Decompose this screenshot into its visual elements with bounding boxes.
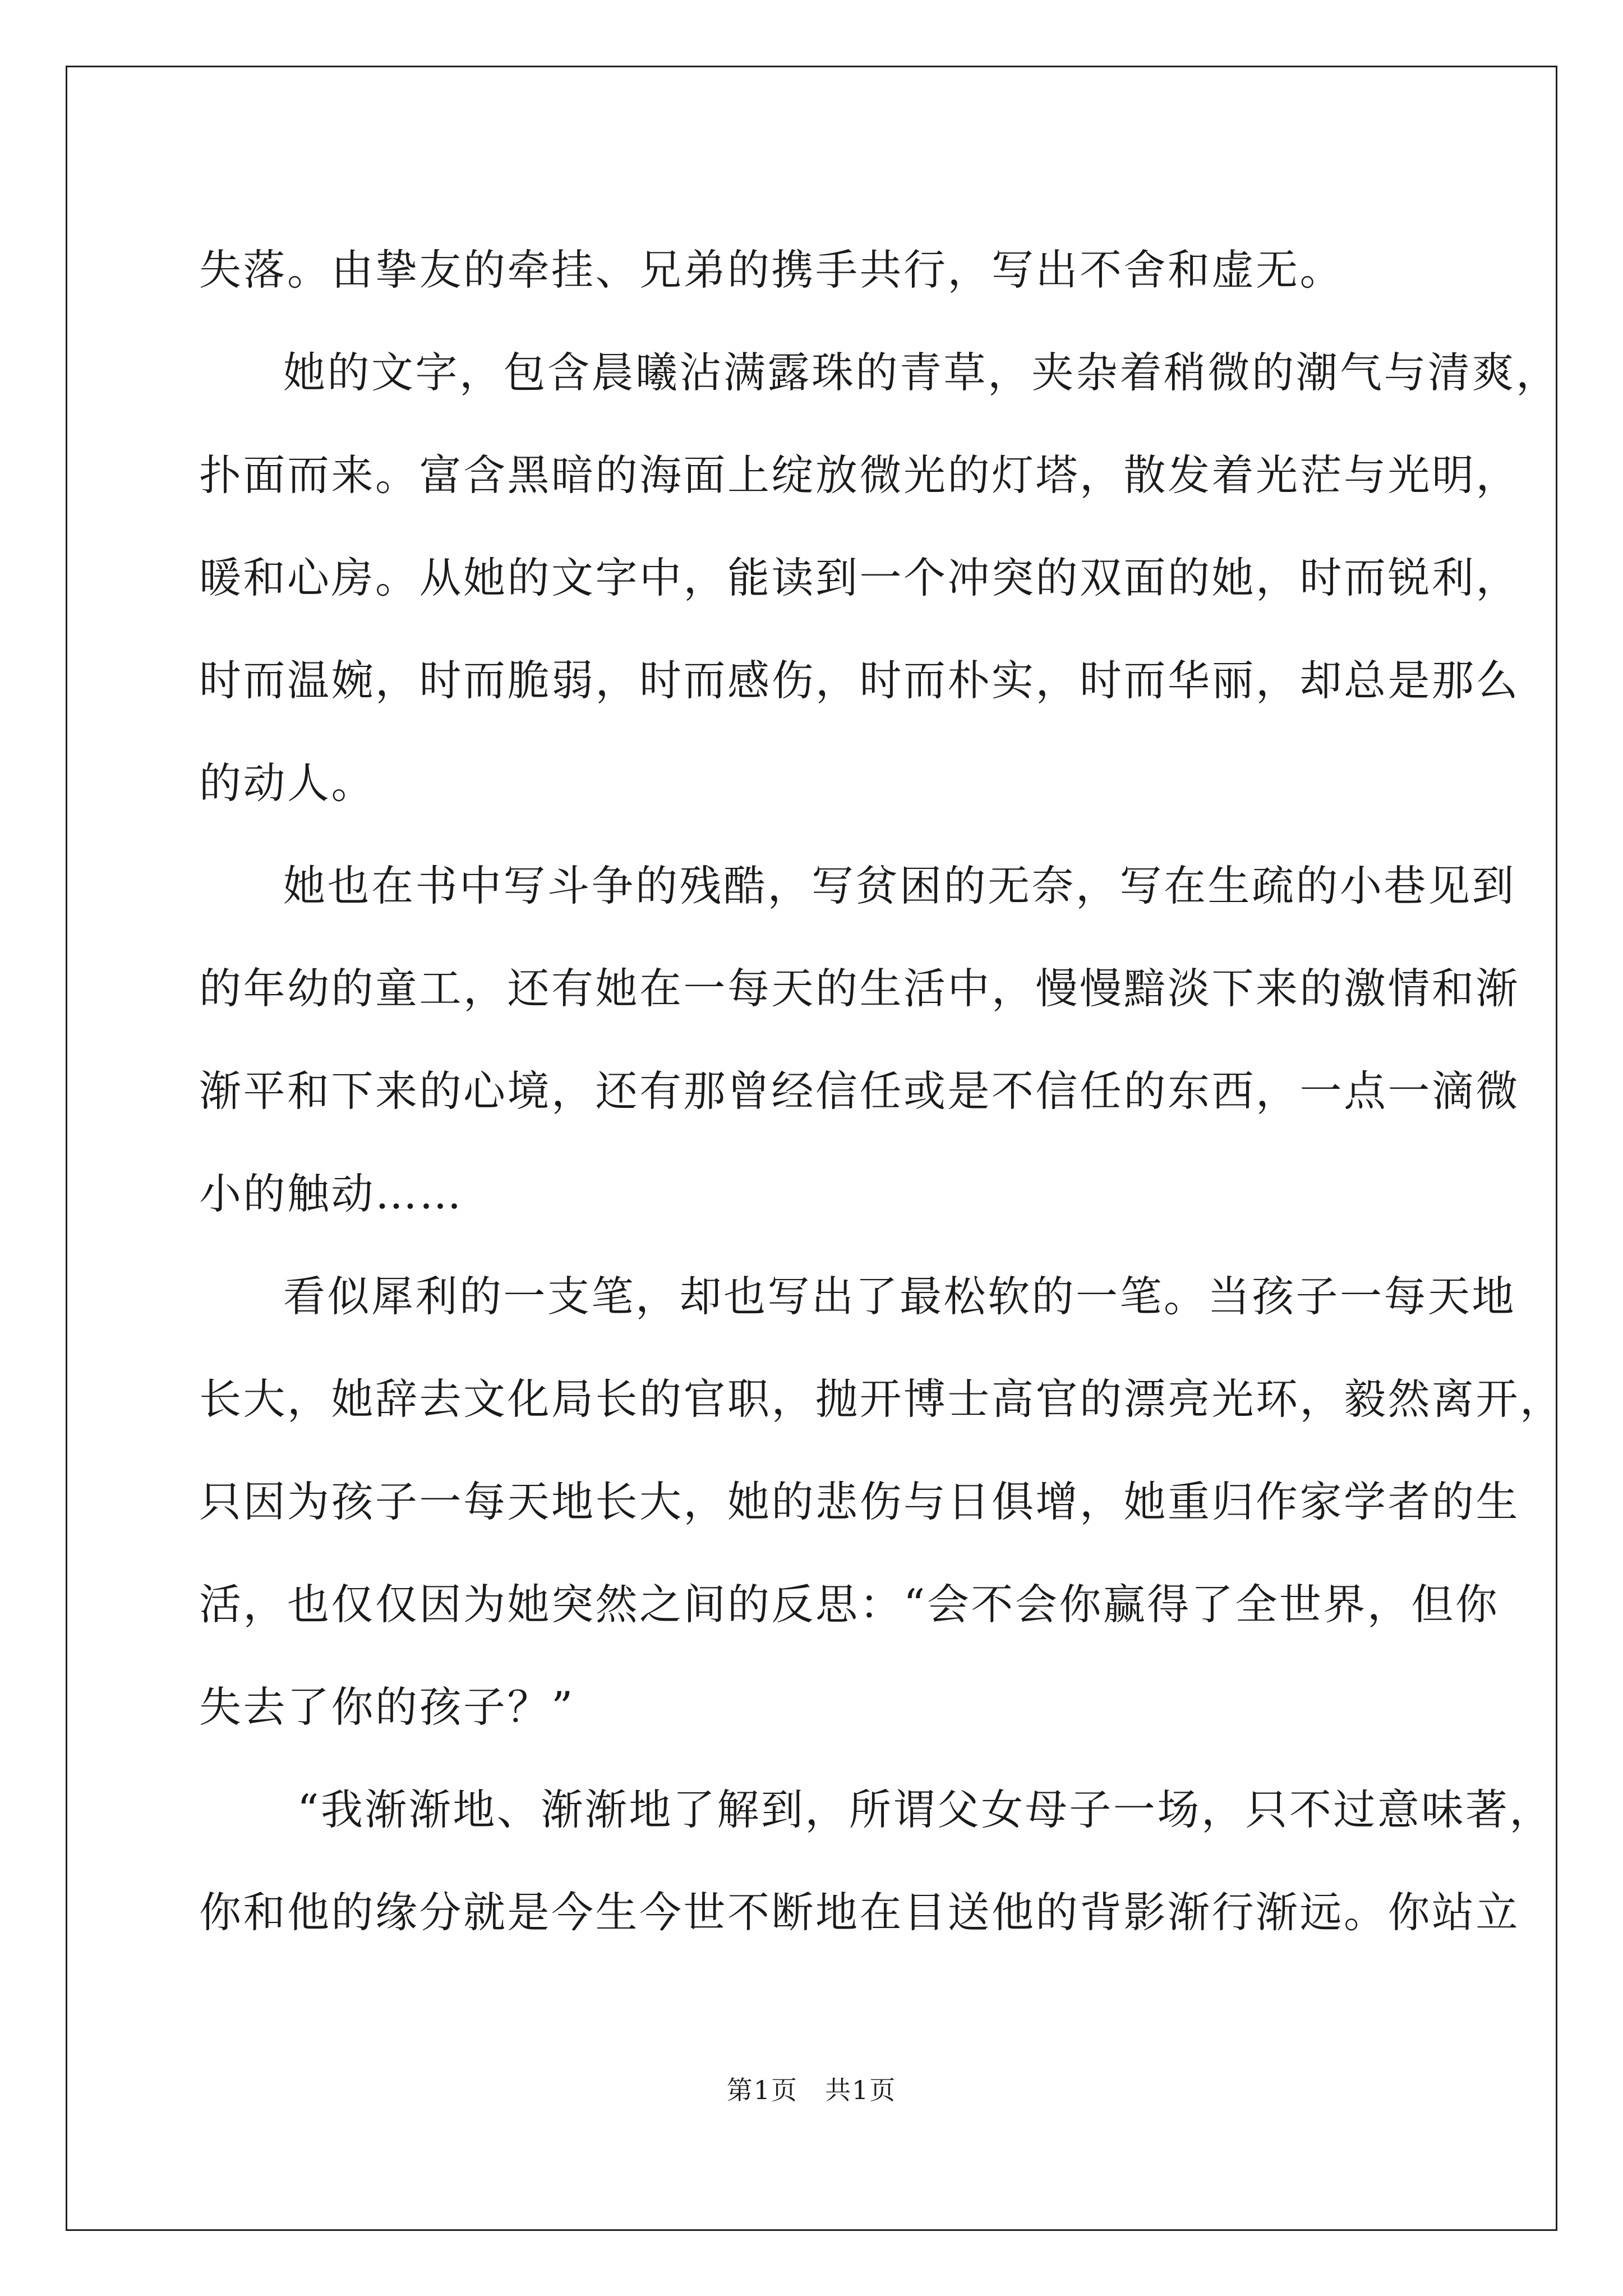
text-line: 失去了你的孩子？” [199, 1682, 575, 1732]
text-line: 活，也仅仅因为她突然之间的反思：“会不会你赢得了全世界，但你 [199, 1580, 1500, 1629]
text-line: 小的触动…… [199, 1169, 464, 1218]
document-body [199, 219, 1564, 1964]
text-line: 失落。由挚友的牵挂、兄弟的携手共行，写出不舍和虚无。 [199, 245, 1344, 295]
text-line: 你和他的缘分就是今生今世不断地在目送他的背影渐行渐远。你站立 [199, 1888, 1520, 1937]
text-line: 长大，她辞去文化局长的官职，抛开博士高官的漂亮光环，毅然离开， [199, 1374, 1564, 1424]
text-line: 她的文字，包含晨曦沾满露珠的青草，夹杂着稍微的潮气与清爽， [283, 348, 1560, 397]
text-line: 时而温婉，时而脆弱，时而感伤，时而朴实，时而华丽，却总是那么 [199, 656, 1520, 705]
text-line: 的动人。 [199, 758, 376, 808]
text-line: “我渐渐地、渐渐地了解到，所谓父女母子一场，只不过意味著， [297, 1785, 1553, 1834]
text-line: 的年幼的童工，还有她在一每天的生活中，慢慢黯淡下来的激情和渐 [199, 964, 1520, 1013]
text-line: 渐平和下来的心境，还有那曾经信任或是不信任的东西，一点一滴微 [199, 1066, 1520, 1116]
text-line: 只因为孩子一每天地长大，她的悲伤与日俱增，她重归作家学者的生 [199, 1477, 1520, 1526]
text-line: 看似犀利的一支笔，却也写出了最松软的一笔。当孩子一每天地 [283, 1272, 1516, 1321]
page-number-footer: 第1页 共1页 [726, 2075, 897, 2105]
text-line: 她也在书中写斗争的残酷，写贫困的无奈，写在生疏的小巷见到 [283, 861, 1516, 910]
text-line: 扑面而来。富含黑暗的海面上绽放微光的灯塔，散发着光茫与光明， [199, 450, 1520, 500]
text-line: 暖和心房。从她的文字中，能读到一个冲突的双面的她，时而锐利， [199, 553, 1520, 602]
